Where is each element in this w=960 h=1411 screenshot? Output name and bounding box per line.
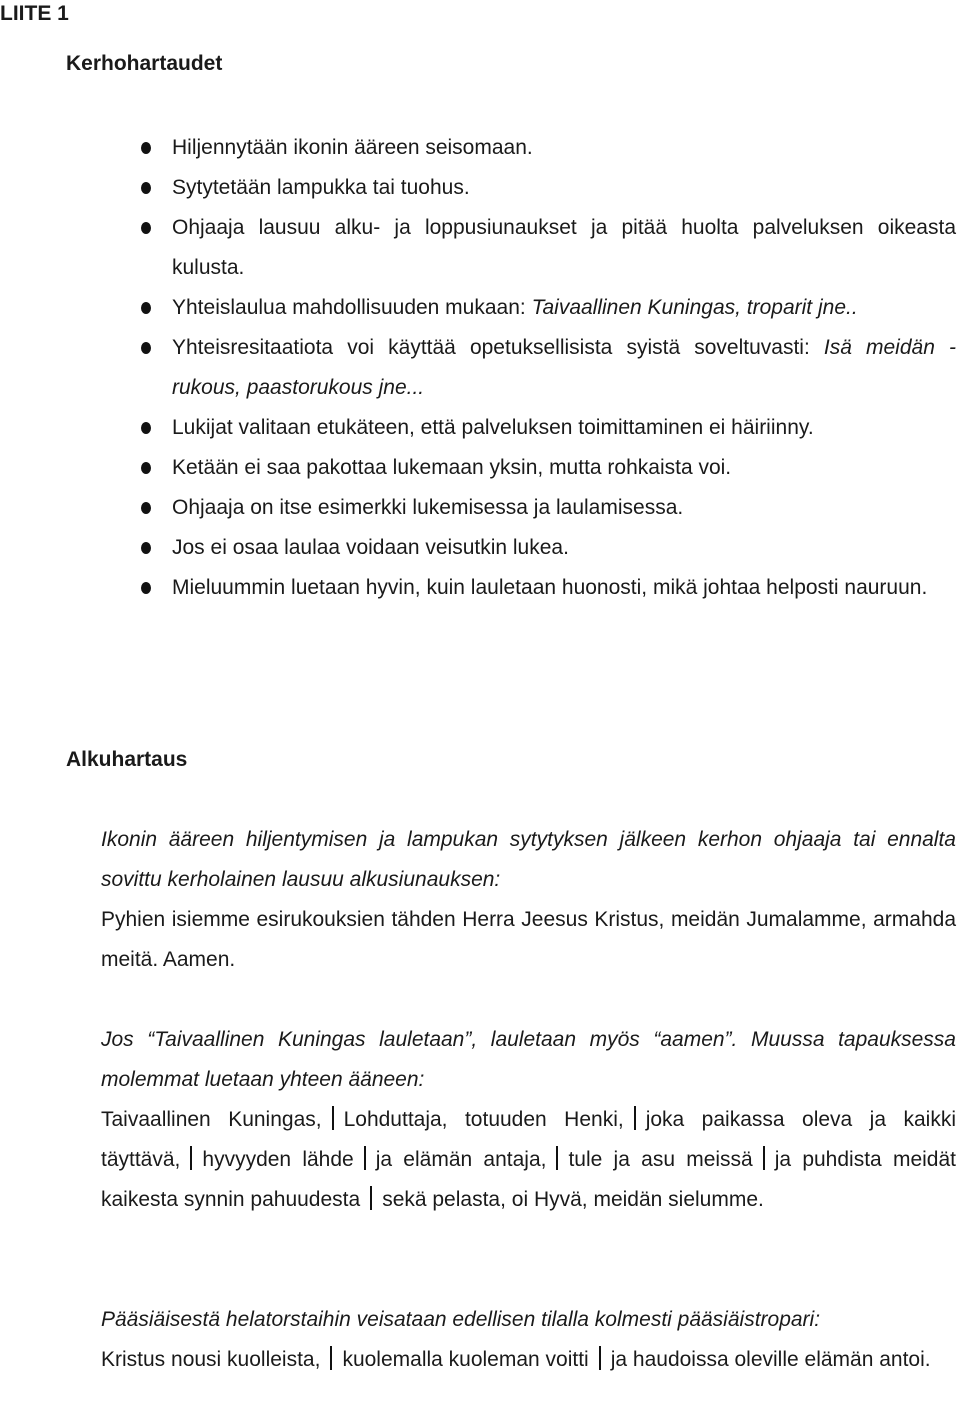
kerhohartaudet-bullet-list — [172, 128, 956, 608]
prayer-line: joka paikassa oleva ja kaikki täyttävä, — [101, 1108, 956, 1171]
section-heading-kerhohartaudet: Kerhohartaudet — [66, 52, 223, 75]
list-item: Yhteisresitaatiota voi käyttää opetuksellisista syistä soveltuvasti: Isä meidän -rukous, paastorukous jne... — [172, 328, 956, 408]
chant-divider — [634, 1106, 636, 1130]
list-item: Ohjaaja on itse esimerkki lukemisessa ja laulamisessa. — [172, 488, 956, 528]
prayer-line: ja elämän antaja, — [375, 1148, 547, 1171]
bullet-icon — [141, 422, 151, 434]
rubric-text: Ikonin ääreen hiljentymisen ja lampukan sytytyksen jälkeen kerhon ohjaaja tai ennalta sovittu kerholainen lausuu alkusiunauksen: — [101, 828, 956, 891]
chant-divider — [370, 1186, 372, 1210]
prayer-line: tule ja asu meissä — [568, 1148, 753, 1171]
bullet-icon — [141, 222, 151, 234]
rubric-text: Jos “Taivaallinen Kuningas lauletaan”, lauletaan myös “aamen”. Muussa tapauksessa molemmat luetaan yhteen ääneen: — [101, 1028, 956, 1091]
list-item: Ketään ei saa pakottaa lukemaan yksin, mutta rohkaista voi. — [172, 448, 956, 488]
bullet-icon — [141, 302, 151, 314]
prayer-line: Lohduttaja, totuuden Henki, — [343, 1108, 624, 1131]
bullet-icon — [141, 142, 151, 154]
chant-divider — [763, 1146, 765, 1170]
prayer-line: Kristus nousi kuolleista, — [101, 1348, 321, 1371]
opening-blessing-paragraph — [101, 820, 956, 980]
bullet-icon — [141, 582, 151, 594]
list-item: Hiljennytään ikonin ääreen seisomaan. — [172, 128, 956, 168]
page-label: LIITE 1 — [0, 2, 69, 25]
list-item: Mieluummin luetaan hyvin, kuin lauletaan huonosti, mikä johtaa helposti nauruun. — [172, 568, 956, 608]
list-item: Yhteislaulua mahdollisuuden mukaan: Taivaallinen Kuningas, troparit jne.. — [172, 288, 956, 328]
chant-divider — [599, 1346, 601, 1370]
bullet-icon — [141, 462, 151, 474]
chant-divider — [364, 1146, 366, 1170]
rubric-text: Pääsiäisestä helatorstaihin veisataan edellisen tilalla kolmesti pääsiäistropari: — [101, 1308, 821, 1331]
heavenly-king-paragraph — [101, 1020, 956, 1220]
bullet-icon — [141, 182, 151, 194]
bullet-icon — [141, 542, 151, 554]
bullet-icon — [141, 342, 151, 354]
chant-divider — [190, 1146, 192, 1170]
prayer-line: ja puhdista meidät kaikesta synnin pahuudesta — [101, 1148, 956, 1211]
list-item: Ohjaaja lausuu alku- ja loppusiunaukset ja pitää huolta palveluksen oikeasta kulusta. — [172, 208, 956, 288]
paschal-troparion-paragraph — [101, 1300, 956, 1380]
bullet-icon — [141, 502, 151, 514]
list-item: Jos ei osaa laulaa voidaan veisutkin lukea. — [172, 528, 956, 568]
section-heading-alkuhartaus: Alkuhartaus — [66, 748, 188, 771]
chant-divider — [332, 1106, 334, 1130]
prayer-text: Pyhien isiemme esirukouksien tähden Herra Jeesus Kristus, meidän Jumalamme, armahda meitä. Aamen. — [101, 908, 956, 971]
prayer-line: ja haudoissa oleville elämän antoi. — [610, 1348, 931, 1371]
list-item: Sytytetään lampukka tai tuohus. — [172, 168, 956, 208]
prayer-line: hyvyyden lähde — [202, 1148, 354, 1171]
prayer-line: kuolemalla kuoleman voitti — [342, 1348, 589, 1371]
list-item: Lukijat valitaan etukäteen, että palveluksen toimittaminen ei häiriinny. — [172, 408, 956, 448]
chant-divider — [556, 1146, 558, 1170]
chant-divider — [330, 1346, 332, 1370]
prayer-line: sekä pelasta, oi Hyvä, meidän sielumme. — [382, 1188, 764, 1211]
prayer-line: Taivaallinen Kuningas, — [101, 1108, 322, 1131]
